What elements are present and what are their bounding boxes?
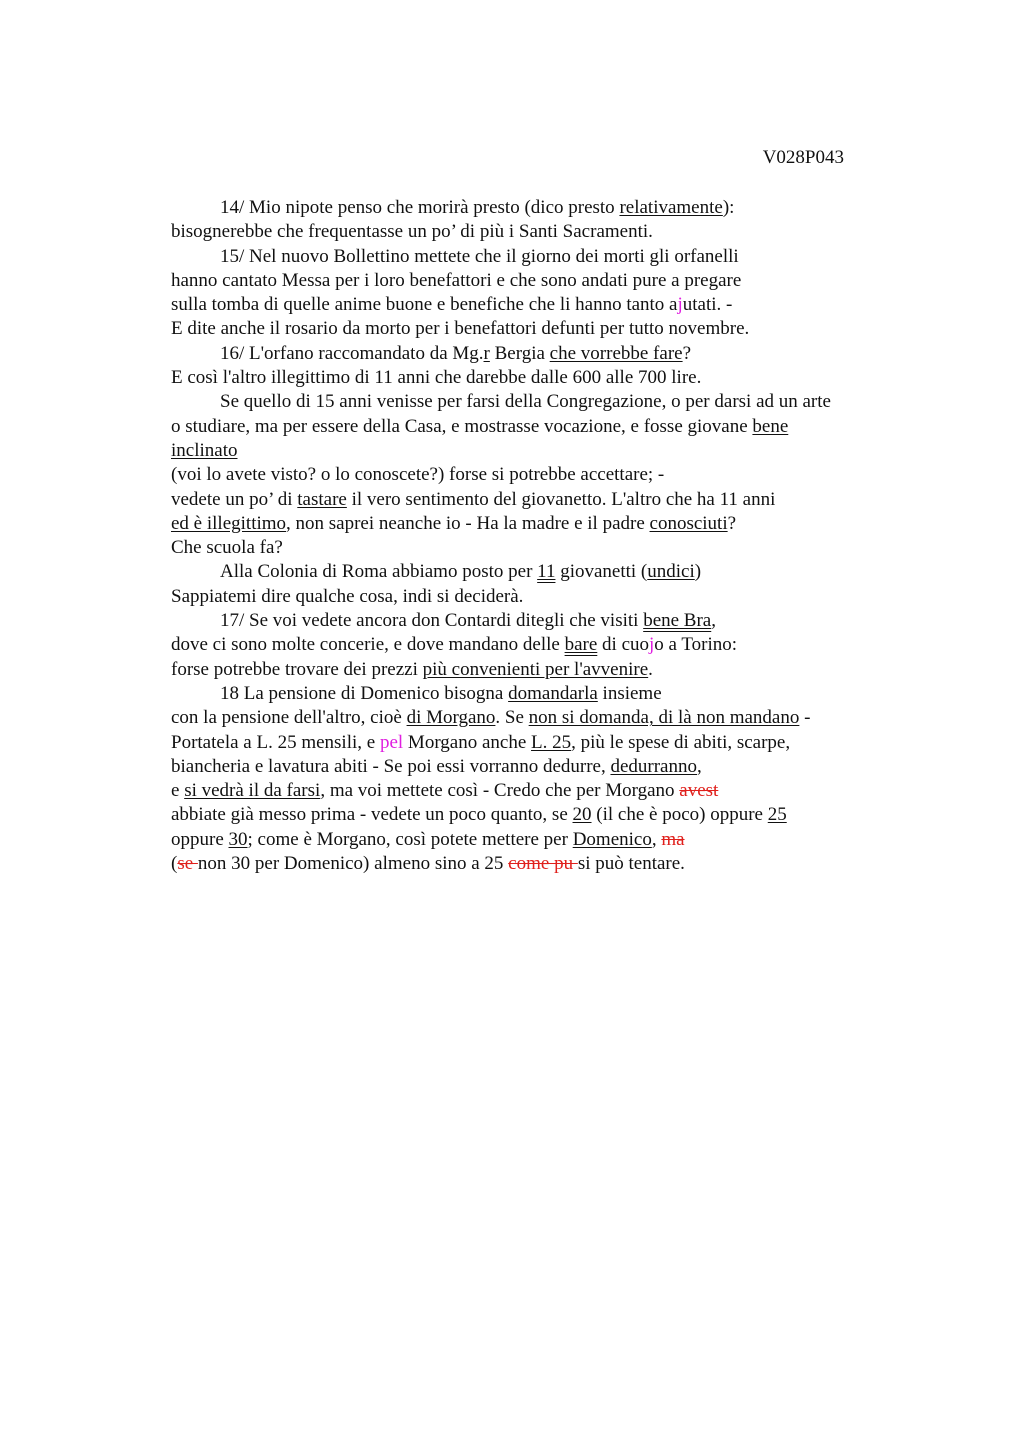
text-run: , [711,610,716,632]
text-run: Bergia [489,342,550,364]
page-identifier: V028P043 [762,147,844,168]
double-underlined-text: bare [564,634,598,656]
struck-text: se [177,853,198,875]
text-run: biancheria e lavatura abiti - Se poi essi vorranno dedurre, [171,755,611,777]
underlined-text: non si domanda, di là non mandano [528,707,800,729]
double-underlined-text: 11 [537,561,556,583]
text-line [171,828,931,852]
text-line [171,512,931,536]
text-line [171,415,931,439]
text-line [171,342,931,366]
underlined-text: dedurranno [610,755,697,777]
text-run: . Se [495,707,529,729]
text-run: o a Torino: [654,634,738,656]
text-run: si può tentare. [577,853,685,875]
text-line [171,585,931,609]
underlined-text: domandarla [508,682,598,704]
text-run: con la pensione dell'altro, cioè [171,707,407,729]
text-line [171,488,931,512]
underlined-text: che vorrebbe fare [549,342,683,364]
underlined-text: Domenico [572,828,652,850]
text-run: non 30 per Domenico) almeno sino a 25 [197,853,509,875]
text-line [171,803,931,827]
text-run: - [799,707,811,729]
text-run: utati. - [682,294,733,316]
text-run: (il che è poco) oppure [591,804,768,826]
text-run: vedete un po’ di [171,488,298,510]
text-line [171,560,931,584]
text-run: Sappiatemi dire qualche cosa, indi si deciderà. [171,585,524,607]
underlined-text: r [483,342,490,364]
text-run: , ma voi mettete così - Credo che per Morgano [320,780,680,802]
struck-text: avest [679,780,719,802]
text-run: Portatela a L. 25 mensili, e [171,731,380,753]
text-line [171,536,931,560]
underlined-text: di Morgano [406,707,496,729]
underlined-text: conosciuti [649,512,728,534]
inserted-text: j [649,634,655,656]
underlined-text: più convenienti per l'avvenire [422,658,649,680]
text-run: e [171,780,185,802]
text-run: sulla tomba di quelle anime buone e benefiche che li hanno tanto a [171,294,678,316]
text-run: E così l'altro illegittimo di 11 anni che darebbe dalle 600 alle 700 lire. [171,367,702,389]
text-run: abbiate già messo prima - vedete un poco quanto, se [171,804,573,826]
text-run: ): [722,197,735,218]
text-line [171,366,931,390]
text-line [171,390,931,414]
underlined-text: si vedrà il da farsi [184,780,321,802]
text-run: forse potrebbe trovare dei prezzi [171,658,423,680]
text-line [171,463,931,487]
text-line [171,245,931,269]
text-line [171,852,931,876]
text-line [171,196,931,220]
text-run: 16/ L'orfano raccomandato da Mg. [220,342,484,364]
text-run: 14/ Mio nipote penso che morirà presto (dico presto [220,197,620,218]
text-run: bisognerebbe che frequentasse un po’ di più i Santi Sacramenti. [171,221,653,243]
text-line [171,658,931,682]
struck-text: come pu [508,853,578,875]
text-run: il vero sentimento del giovanetto. L'altro che ha 11 anni [346,488,776,510]
text-line [171,609,931,633]
text-run: hanno cantato Messa per i loro benefattori e che sono andati pure a pregare [171,269,742,291]
struck-text: ma [661,828,685,850]
text-run: Se quello di 15 anni venisse per farsi della Congregazione, o per darsi ad un arte [220,391,831,413]
text-run: E dite anche il rosario da morto per i benefattori defunti per tutto novembre. [171,318,750,340]
text-run: ( [171,853,178,875]
double-underlined-text: bene Bra [643,610,712,632]
text-run: ; come è Morgano, così potete mettere per [247,828,573,850]
text-run: ? [727,512,737,534]
text-line [171,439,931,463]
underlined-text: 30 [228,828,248,850]
text-run: ) [694,561,702,583]
text-line [171,779,931,803]
text-line [171,633,931,657]
text-run: , [697,755,702,777]
text-run: oppure [171,828,229,850]
text-line [171,317,931,341]
text-line [171,293,931,317]
text-run: di cuo [597,634,650,656]
underlined-text: relativamente [619,197,723,218]
underlined-text: 25 [767,804,787,826]
text-line [171,706,931,730]
text-run: 18 La pensione di Domenico bisogna [220,682,509,704]
text-line [171,755,931,779]
text-run: insieme [597,682,662,704]
text-run: , [651,828,662,850]
text-run: giovanetti ( [555,561,648,583]
underlined-text: inclinato [171,439,238,461]
text-run: , non saprei neanche io - Ha la madre e il padre [286,512,650,534]
letter-body [171,196,931,876]
underlined-text: 20 [572,804,592,826]
text-run: (voi lo avete visto? o lo conoscete?) forse si potrebbe accettare; - [171,464,665,486]
text-run: . [648,658,653,680]
text-run: Alla Colonia di Roma abbiamo posto per [220,561,538,583]
text-line [171,682,931,706]
text-line [171,269,931,293]
inserted-text: j [677,294,683,316]
text-run: ? [682,342,692,364]
underlined-text: bene [752,415,789,437]
underlined-text: L. 25 [531,731,572,753]
underlined-text: tastare [297,488,347,510]
text-line [171,731,931,755]
text-run: , più le spese di abiti, scarpe, [571,731,791,753]
text-run: 15/ Nel nuovo Bollettino mettete che il giorno dei morti gli orfanelli [220,245,739,267]
text-line [171,220,931,244]
text-run: dove ci sono molte concerie, e dove mandano delle [171,634,565,656]
underlined-text: ed è illegittimo [171,512,287,534]
underlined-text: undici [647,561,695,583]
text-run: 17/ Se voi vedete ancora don Contardi ditegli che visiti [220,610,644,632]
inserted-text: pel [379,731,404,753]
text-run: Che scuola fa? [171,537,283,559]
text-run: o studiare, ma per essere della Casa, e mostrasse vocazione, e fosse giovane [171,415,753,437]
text-run: Morgano anche [403,731,532,753]
